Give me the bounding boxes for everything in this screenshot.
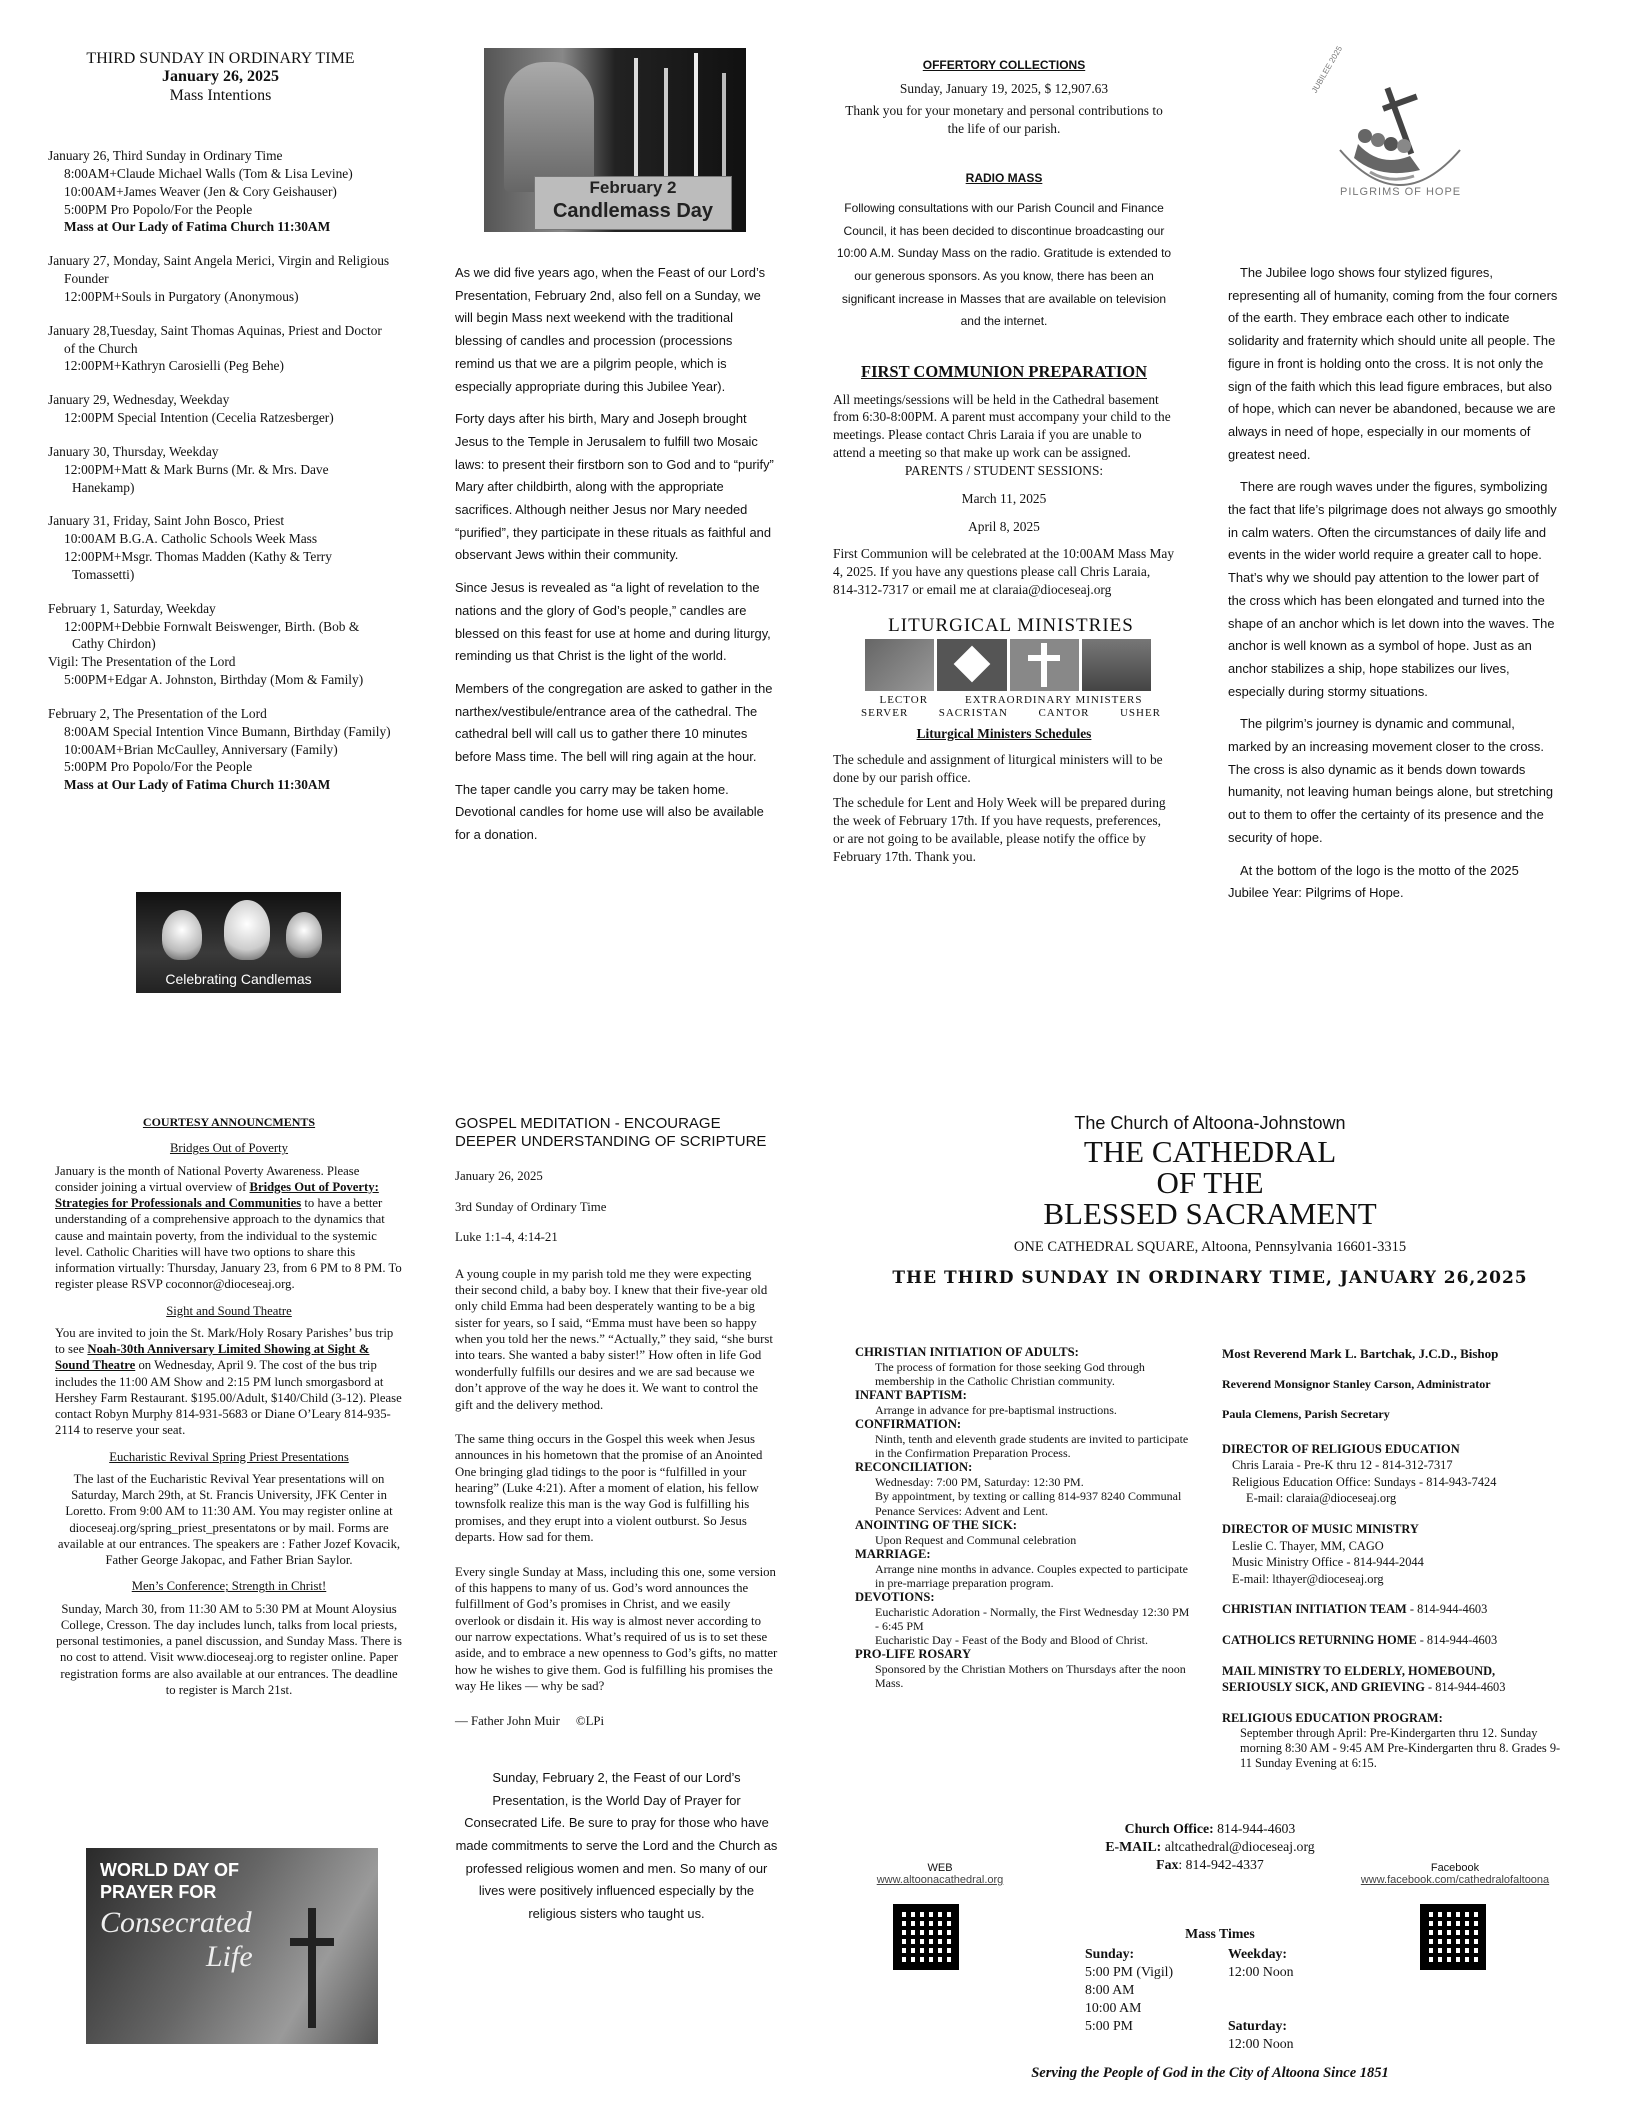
men-title: Men’s Conference; Strength in Christ! <box>131 1579 327 1594</box>
intention-day: January 30, Thursday, Weekday <box>48 443 219 459</box>
sunday-time-4: 5:00 PM <box>1085 2017 1133 2033</box>
facebook-label: Facebook <box>1430 1862 1480 1874</box>
offertory-title: OFFERTORY COLLECTIONS <box>922 58 1086 72</box>
dre-line-1: Chris Laraia - Pre-K thru 12 - 814-312-7317 <box>1232 1458 1453 1473</box>
intention-line: 12:00PM Special Intention (Cecelia Ratzesberger) <box>64 410 334 426</box>
meditation-reading: Luke 1:1-4, 4:14-21 <box>455 1230 558 1245</box>
meditation-p4: Sunday, February 2, the Feast of our Lord’s Presentation, is the World Day of Prayer for Consecrated Life. Be sure to pray for those who have made commitments to serve the Lord and the Church as professed religious women and men. So many of our lives were positively influenced especially by the religious sisters who taught us. <box>455 1769 778 1922</box>
sacrament-title: RECONCILIATION: <box>855 1460 973 1475</box>
sessions-title: PARENTS / STUDENT SESSIONS: <box>904 462 1104 478</box>
sacrament-title: CONFIRMATION: <box>855 1417 962 1432</box>
dmm-line-1: Leslie C. Thayer, MM, CAGO <box>1232 1538 1384 1553</box>
bishop: Most Reverend Mark L. Bartchak, J.C.D., Bishop <box>1222 1346 1499 1361</box>
sunday-label: Sunday: <box>1085 1945 1135 1961</box>
intention-day: January 26, Third Sunday in Ordinary Time <box>48 148 283 164</box>
intention-line: 10:00AM+Brian McCaulley, Anniversary (Family) <box>64 741 338 757</box>
article-paragraph: The pilgrim’s journey is dynamic and communal, marked by an increasing movement closer to the cross. The cross is also dynamic as it bends down towards humanity, not leaving human beings alone, but stretching out to them to offer the certainty of its presence and the security of hope. <box>1228 716 1554 845</box>
crh-phone: - 814-944-4603 <box>1416 1633 1498 1648</box>
fax-line <box>1030 1856 1390 1874</box>
web-url[interactable]: www.altoonacathedral.org <box>876 1874 1004 1886</box>
radio-mass-text: Following consultations with our Parish Council and Finance Council, it has been decided to discontinue broadcasting our 10:00 A.M. Sunday Mass on the radio. Gratitude is extended to our generous sponsors. As you know, there has been an significant increase in Masses that are available on television and the internet. <box>836 201 1172 329</box>
announcements-column <box>833 58 1175 866</box>
sight-title: Sight and Sound Theatre <box>166 1303 292 1318</box>
crh-line <box>1222 1632 1567 1649</box>
logo-lector: LECTOR <box>879 693 929 706</box>
intention-day: January 27, Monday, Saint Angela Merici, Virgin and Religious Founder <box>48 253 390 287</box>
fax-value: : 814-942-4337 <box>1178 1856 1264 1872</box>
courtesy-announcements <box>55 1115 403 1698</box>
sacrament-detail: Upon Request and Communal celebration <box>875 1532 1077 1547</box>
cover-masthead <box>860 1113 1560 1288</box>
image-caption: Celebrating Candlemas <box>165 971 312 987</box>
sacrament-detail: The process of formation for those seeking God through membership in the Catholic Christian community. <box>875 1359 1145 1389</box>
sacrament-title: CHRISTIAN INITIATION OF ADULTS: <box>855 1345 1079 1359</box>
saturday-time: 12:00 Noon <box>1228 2035 1294 2051</box>
meditation-sunday: 3rd Sunday of Ordinary Time <box>455 1199 607 1214</box>
article-paragraph: The Jubilee logo shows four stylized figures, representing all of humanity, coming from the four corners of the earth. They embrace each other to indicate solidarity and fraternity which should unite all people. The figure in front is holding onto the cross. It is not only the sign of the faith which this lead figure embraces, but also of hope, which can never be abandoned, because we are always in need of hope, especially in our moments of greatest need. <box>1228 265 1558 462</box>
staff-directory <box>1222 1345 1567 1770</box>
sacrament-detail: Arrange in advance for pre-baptismal instructions. <box>875 1403 1117 1418</box>
sacraments-list <box>855 1345 1195 1690</box>
first-communion-celebration: First Communion will be celebrated at the 10:00AM Mass May 4, 2025. If you have any questions please call Chris Laraia, 814-312-7317 or email me at claraia@dioceseaj.org <box>833 546 1175 598</box>
office-line <box>1030 1820 1390 1838</box>
article-paragraph: The taper candle you carry may be taken home. Devotional candles for home use will also be available for a donation. <box>455 781 764 843</box>
image-line-1: WORLD DAY OF <box>100 1860 240 1880</box>
intention-entry <box>48 322 393 375</box>
mass-times <box>1085 1925 1355 2053</box>
liturgical-ministries-logo <box>861 613 1161 723</box>
lm-schedule-text-2: The schedule for Lent and Holy Week will be prepared during the week of February 17th. If you have requests, preferences, or are not going to be available, please notify the office by February 17th. Thank you. <box>833 795 1166 864</box>
intention-line: 5:00PM+Edgar A. Johnston, Birthday (Mom & Family) <box>64 672 364 688</box>
cathedral-name-3: BLESSED SACRAMENT <box>1043 1196 1377 1231</box>
alternate-location: Mass at Our Lady of Fatima Church 11:30AM <box>64 219 331 235</box>
image-caption-line2: Candlemass Day <box>552 200 714 222</box>
sight-text <box>55 1325 403 1439</box>
offertory-thanks: Thank you for your monetary and personal contributions to the life of our parish. <box>845 102 1163 136</box>
intention-line: 10:00AM B.G.A. Catholic Schools Week Mass <box>64 531 318 547</box>
logo-cantor: CANTOR <box>1038 706 1090 719</box>
courtesy-title: COURTESY ANNOUNCMENTS <box>142 1115 316 1129</box>
intention-line: 5:00PM Pro Popolo/For the People <box>64 201 253 217</box>
intention-line: 8:00AM+Claude Michael Walls (Tom & Lisa Levine) <box>64 166 353 181</box>
cit-phone: - 814-944-4603 <box>1406 1602 1488 1617</box>
secretary: Paula Clemens, Parish Secretary <box>1222 1407 1390 1422</box>
offertory-line: Sunday, January 19, 2025, $ 12,907.63 <box>899 80 1109 96</box>
fax-label: Fax <box>1156 1856 1179 1872</box>
first-communion-text: All meetings/sessions will be held in the Cathedral basement from 6:30-8:00PM. A parent must accompany your child to the meetings. Please contact Chris Laraia if you are unable to attend a meeting so that make up work can be assigned. <box>833 391 1171 461</box>
first-communion-title: FIRST COMMUNION PREPARATION <box>860 361 1147 381</box>
sacrament-detail: By appointment, by texting or calling 814-937 8240 Communal Penance Services: Advent and Lent. <box>875 1489 1182 1518</box>
intention-day: January 28,Tuesday, Saint Thomas Aquinas, Priest and Doctor of the Church <box>48 322 382 356</box>
weekday-label: Weekday: <box>1228 1945 1288 1961</box>
hands-icon <box>865 639 934 691</box>
intention-line: 12:00PM+Matt & Mark Burns (Mr. & Mrs. Dave Hanekamp) <box>64 461 329 495</box>
dmm-line-2: Music Ministry Office - 814-944-2044 <box>1232 1555 1424 1570</box>
intention-line: 12:00PM+Souls in Purgatory (Anonymous) <box>64 288 299 304</box>
web-label: WEB <box>927 1862 953 1874</box>
intention-line: 8:00AM Special Intention Vince Bumann, Birthday (Family) <box>64 723 391 739</box>
cover-sunday: THE THIRD SUNDAY IN ORDINARY TIME, JANUARY 26,2025 <box>892 1268 1528 1288</box>
meditation-title: GOSPEL MEDITATION - ENCOURAGE DEEPER UNDERSTANDING OF SCRIPTURE <box>455 1115 767 1150</box>
intention-entry <box>48 147 393 236</box>
sacrament-detail: Wednesday: 7:00 PM, Saturday: 12:30 PM. <box>875 1475 1084 1490</box>
intention-day: February 1, Saturday, Weekday <box>48 600 216 616</box>
heart-icon <box>937 639 1006 691</box>
rep-body: September through April: Pre-Kindergarten thru 12. Sunday morning 8:30 AM - 9:45 AM Pre-Kindergarten thru 8. Grades 9-11 Sunday Evening at 6:15. <box>1240 1726 1561 1770</box>
intention-entry <box>48 512 393 583</box>
web-block <box>860 1862 1020 1886</box>
sunday-time-3: 10:00 AM <box>1085 1999 1142 2015</box>
sacrament-title: MARRIAGE: <box>855 1546 931 1561</box>
dre-line-3: E-mail: claraia@dioceseaj.org <box>1246 1491 1397 1506</box>
rep-title: RELIGIOUS EDUCATION PROGRAM: <box>1222 1710 1443 1725</box>
session-date-1: March 11, 2025 <box>961 490 1047 506</box>
sacrament-title: INFANT BAPTISM: <box>855 1388 967 1403</box>
email-value[interactable]: altcathedral@dioceseaj.org <box>1161 1838 1315 1854</box>
lm-schedule-text-1: The schedule and assignment of liturgical ministers will to be done by our parish office. <box>833 751 1163 785</box>
jubilee-article <box>1228 262 1560 915</box>
church-diocese: The Church of Altoona-Johnstown <box>1074 1113 1346 1133</box>
sacrament-detail: Arrange nine months in advance. Couples expected to participate in pre-marriage preparation program. <box>875 1561 1188 1590</box>
intention-line: 5:00PM Pro Popolo/For the People <box>64 759 253 775</box>
bridges-text-a: January is the month of National Poverty Awareness. Please consider joining a virtual overview of <box>55 1163 360 1194</box>
sacrament-detail: Sponsored by the Christian Mothers on Thursdays after the noon Mass. <box>875 1662 1186 1691</box>
candlemas-article <box>455 262 775 857</box>
sacrament-title: DEVOTIONS: <box>855 1589 935 1604</box>
article-paragraph: Members of the congregation are asked to gather in the narthex/vestibule/entrance area of the cathedral. The cathedral bell will call us to gather there 10 minutes before Mass time. The bell will ring again at the hour. <box>455 680 773 765</box>
cit-title: CHRISTIAN INITIATION TEAM <box>1222 1602 1407 1617</box>
intention-entry <box>48 443 393 496</box>
sight-link[interactable]: Noah-30th Anniversary Limited Showing at Sight & Sound Theatre <box>55 1342 370 1373</box>
sacrament-title: PRO-LIFE ROSARY <box>855 1647 972 1662</box>
meditation-p1: A young couple in my parish told me they were expecting their second child, a baby boy. I knew that their five-year old only child Emma had been desperately wanting to be a big sister for years, so I said, “Emma must have been so happy when you told her the news.” “Actually,” they said, “she burst into tears. She wanted a baby sister!” How often in life God wonderfully fulfills our desires and we are sad because we don’t approve of the way he does it. We want to control the gift and the delivery method. <box>455 1266 773 1412</box>
dmm-title: DIRECTOR OF MUSIC MINISTRY <box>1222 1522 1419 1536</box>
dre-title: DIRECTOR OF RELIGIOUS EDUCATION <box>1222 1441 1460 1456</box>
logo-server: SERVER <box>861 706 909 719</box>
weekday-time: 12:00 Noon <box>1228 1963 1294 1979</box>
office-label: Church Office: <box>1124 1821 1214 1836</box>
image-caption-line1: February 2 <box>589 178 677 197</box>
euch-title: Eucharistic Revival Spring Priest Presentations <box>109 1449 349 1464</box>
mass-intentions-column <box>48 50 393 810</box>
logo-em: EXTRAORDINARY MINISTERS <box>965 693 1143 706</box>
gospel-meditation <box>455 1115 778 1926</box>
candlemass-day-image <box>484 48 746 232</box>
email-line <box>1030 1838 1390 1856</box>
sight-text-b: on Wednesday, April 9. The cost of the bus trip includes the 11:00 AM Show and 2:15 PM lunch smorgasbord at Hershey Farm Restaurant. $195.00/Adult, $140/Child (3-12). Please contact Robyn Murphy 814-931-5683 or Diane O’Leary 814-935-2114 to reserve your seat. <box>55 1358 402 1438</box>
celebrating-candlemas-image <box>136 892 341 993</box>
sunday-time-2: 8:00 AM <box>1085 1981 1135 1997</box>
logo-motto: PILGRIMS OF HOPE <box>1340 186 1462 198</box>
lm-schedule-title: Liturgical Ministers Schedules <box>916 725 1092 741</box>
administrator: Reverend Monsignor Stanley Carson, Administrator <box>1222 1377 1491 1392</box>
cross-icon <box>1010 639 1079 691</box>
intention-entry <box>48 705 393 794</box>
intention-line: 12:00PM+Kathryn Carosielli (Peg Behe) <box>64 358 284 374</box>
jubilee-logo <box>1310 44 1490 210</box>
cover-footer: Serving the People of God in the City of Altoona Since 1851 <box>1031 2065 1389 2081</box>
session-date-2: April 8, 2025 <box>968 518 1040 534</box>
intention-entry <box>48 391 393 427</box>
meditation-signature: — Father John Muir ©LPi <box>455 1713 605 1728</box>
image-line-2: PRAYER FOR <box>100 1882 217 1902</box>
crucifix-icon <box>308 1908 316 2028</box>
bridges-title: Bridges Out of Poverty <box>169 1141 289 1156</box>
men-text: Sunday, March 30, from 11:30 AM to 5:30 PM at Mount Aloysius College, Cresson. The day includes lunch, talks from local priests, personal testimonies, a panel discussion, and Sunday Mass. There is no cost to attend. Visit www.dioceseaj.org to register online. Paper registration forms are also available at our entrances. The deadline to register is March 21st. <box>56 1601 402 1697</box>
article-paragraph: At the bottom of the logo is the motto of the 2025 Jubilee Year: Pilgrims of Hope. <box>1228 862 1519 901</box>
cathedral-name-1: THE CATHEDRAL <box>1083 1134 1337 1169</box>
article-paragraph: There are rough waves under the figures, symbolizing the fact that life’s pilgrimage does not always go smoothly in calm waters. Often the circumstances of daily life and events in the wider world require a greater call to hope. That’s why we should pay attention to the lower part of the cross which has been elongated and turned into the shape of an anchor which is let down into the waves. The anchor is well known as a symbol of hope. Just as an anchor stabilizes a ship, hope stabilizes our lives, especially during stormy situations. <box>1228 479 1557 699</box>
bridges-text-b: to have a better understanding of a comprehensive approach to the dynamics that cause and maintain poverty, from the individual to the systemic level. Catholic Charities will have two options to share this information virtually: Thursday, January 23, from 6 PM to 8 PM. To register please RSVP coconnor@dioceseaj.org. <box>55 1196 402 1292</box>
logo-sacristan: SACRISTAN <box>938 706 1008 719</box>
crh-title: CATHOLICS RETURNING HOME <box>1222 1633 1417 1648</box>
vigil-heading: Vigil: The Presentation of the Lord <box>48 654 236 670</box>
meditation-p3: Every single Sunday at Mass, including this one, some version of this happens to many of us. God’s word announces the fulfillment of God’s promises in Christ, and we easily overlook or disdain it. His way is almost never according to our narrow expectations. What’s required of us is to set these aside, and to embrace a new openness to God’s gifts, no matter how he wishes to give them. God is fulfilling his promises the way He likes — why be sad? <box>455 1564 778 1694</box>
mail-phone: - 814-944-4603 <box>1424 1680 1506 1695</box>
meditation-p2: The same thing occurs in the Gospel this week when Jesus announces in his hometown that the promise of an Anointed One bringing glad tidings to the poor is “fulfilled in your hearing” (Luke 4:21). After a moment of elation, his fellow townsfolk realize this man is the way God is fulfilling his promises, and they erupt into a violent outburst. So Jesus departs. How sad for them. <box>455 1431 763 1545</box>
meditation-date: January 26, 2025 <box>455 1169 543 1184</box>
mass-times-title: Mass Times <box>1185 1926 1255 1941</box>
email-label: E-MAIL: <box>1105 1838 1162 1854</box>
intention-line: 10:00AM+James Weaver (Jen & Cory Geishauser) <box>64 183 337 199</box>
article-paragraph: Forty days after his birth, Mary and Joseph brought Jesus to the Temple in Jerusalem to fulfill two Mosaic laws: to present their firstborn son to God and to “purify” Mary after childbirth, along with the appropriate sacrifices. Although neither Jesus nor Mary needed “purified”, they participate in these rituals as faithful and observant Jews within their community. <box>455 411 774 563</box>
image-line-3: Consecrated <box>100 1906 252 1939</box>
article-paragraph: As we did five years ago, when the Feast of our Lord’s Presentation, February 2nd, also fell on a Sunday, we will begin Mass next weekend with the traditional blessing of candles and procession (processions remind us that we are a pilgrim people, which is especially appropriate during this Jubilee Year). <box>455 265 766 394</box>
cathedral-address: ONE CATHEDRAL SQUARE, Altoona, Pennsylvania 16601-3315 <box>1013 1239 1407 1255</box>
sacrament-detail: Eucharistic Adoration - Normally, the First Wednesday 12:30 PM - 6:45 PM <box>875 1604 1190 1633</box>
logo-usher: USHER <box>1119 706 1161 719</box>
image-line-4: Life <box>206 1940 253 1973</box>
intention-entry <box>48 252 393 305</box>
cit-line <box>1222 1601 1567 1618</box>
cathedral-name-2: OF THE <box>1156 1165 1264 1200</box>
intentions-list <box>48 147 393 794</box>
intention-day: January 29, Wednesday, Weekday <box>48 392 230 408</box>
euch-text: The last of the Eucharistic Revival Year presentations will on Saturday, March 29th, at St. Francis University, JFK Center in Loretto. From 9:00 AM to 11:30 AM. You may register online at dioceseaj.org/spring_priest_presentatons or by mail. Forms are available at our entrances. The speakers are : Father Jozef Kovacik, Father George Jakopac, and Father Brian Saylor. <box>57 1471 401 1568</box>
world-day-prayer-image <box>86 1848 378 2044</box>
intention-line: 12:00PM+Msgr. Thomas Madden (Kathy & Terry Tomassetti) <box>64 549 332 582</box>
mail-line <box>1222 1663 1567 1696</box>
facebook-url[interactable]: www.facebook.com/cathedralofaltoona <box>1360 1874 1550 1886</box>
logo-title: LITURGICAL MINISTRIES <box>888 614 1134 636</box>
alternate-location: Mass at Our Lady of Fatima Church 11:30AM <box>64 777 331 793</box>
facebook-block <box>1345 1862 1565 1886</box>
facebook-qr-code[interactable] <box>1420 1904 1486 1970</box>
radio-mass-title: RADIO MASS <box>965 171 1043 186</box>
intention-entry <box>48 600 393 689</box>
bridges-link[interactable]: Bridges Out of Poverty: Strategies for Professionals and Communities <box>55 1179 379 1211</box>
book-icon <box>1082 639 1151 691</box>
sunday-time-1: 5:00 PM (Vigil) <box>1085 1963 1174 1979</box>
dre-line-2: Religious Education Office: Sundays - 814-943-7424 <box>1232 1474 1497 1489</box>
web-qr-code[interactable] <box>893 1904 959 1970</box>
dmm-line-3: E-mail: lthayer@dioceseaj.org <box>1232 1571 1384 1586</box>
intention-day: February 2, The Presentation of the Lord <box>48 705 267 721</box>
logo-top-text: JUBILEE 2025 <box>1310 44 1345 95</box>
mail-title: MAIL MINISTRY TO ELDERLY, HOMEBOUND, SERIOUSLY SICK, AND GRIEVING <box>1222 1663 1496 1695</box>
sacrament-detail: Ninth, tenth and eleventh grade students are invited to participate in the Confirmation Preparation Process. <box>875 1432 1189 1461</box>
bridges-text <box>55 1163 403 1293</box>
intention-line: 12:00PM+Debbie Fornwalt Beiswenger, Birth. (Bob & Cathy Chirdon) <box>64 618 360 652</box>
page-subheading: Mass Intentions <box>169 86 272 104</box>
sight-text-a: You are invited to join the St. Mark/Holy Rosary Parishes’ bus trip to see <box>55 1325 394 1357</box>
intention-day: January 31, Friday, Saint John Bosco, Priest <box>48 513 285 529</box>
sacrament-detail: Eucharistic Day - Feast of the Body and Blood of Christ. <box>875 1633 1148 1648</box>
article-paragraph: Since Jesus is revealed as “a light of revelation to the nations and the glory of God’s people,” candles are blessed on this feast for use at home and during liturgy, reminding us that Christ is the light of the world. <box>455 580 771 664</box>
sacrament-title: ANOINTING OF THE SICK: <box>855 1517 1017 1532</box>
office-phone: 814-944-4603 <box>1213 1821 1296 1836</box>
page-date: January 26, 2025 <box>162 68 279 86</box>
saturday-label: Saturday: <box>1228 2017 1288 2033</box>
contact-block <box>1030 1820 1390 1874</box>
page-heading: THIRD SUNDAY IN ORDINARY TIME <box>86 50 355 67</box>
